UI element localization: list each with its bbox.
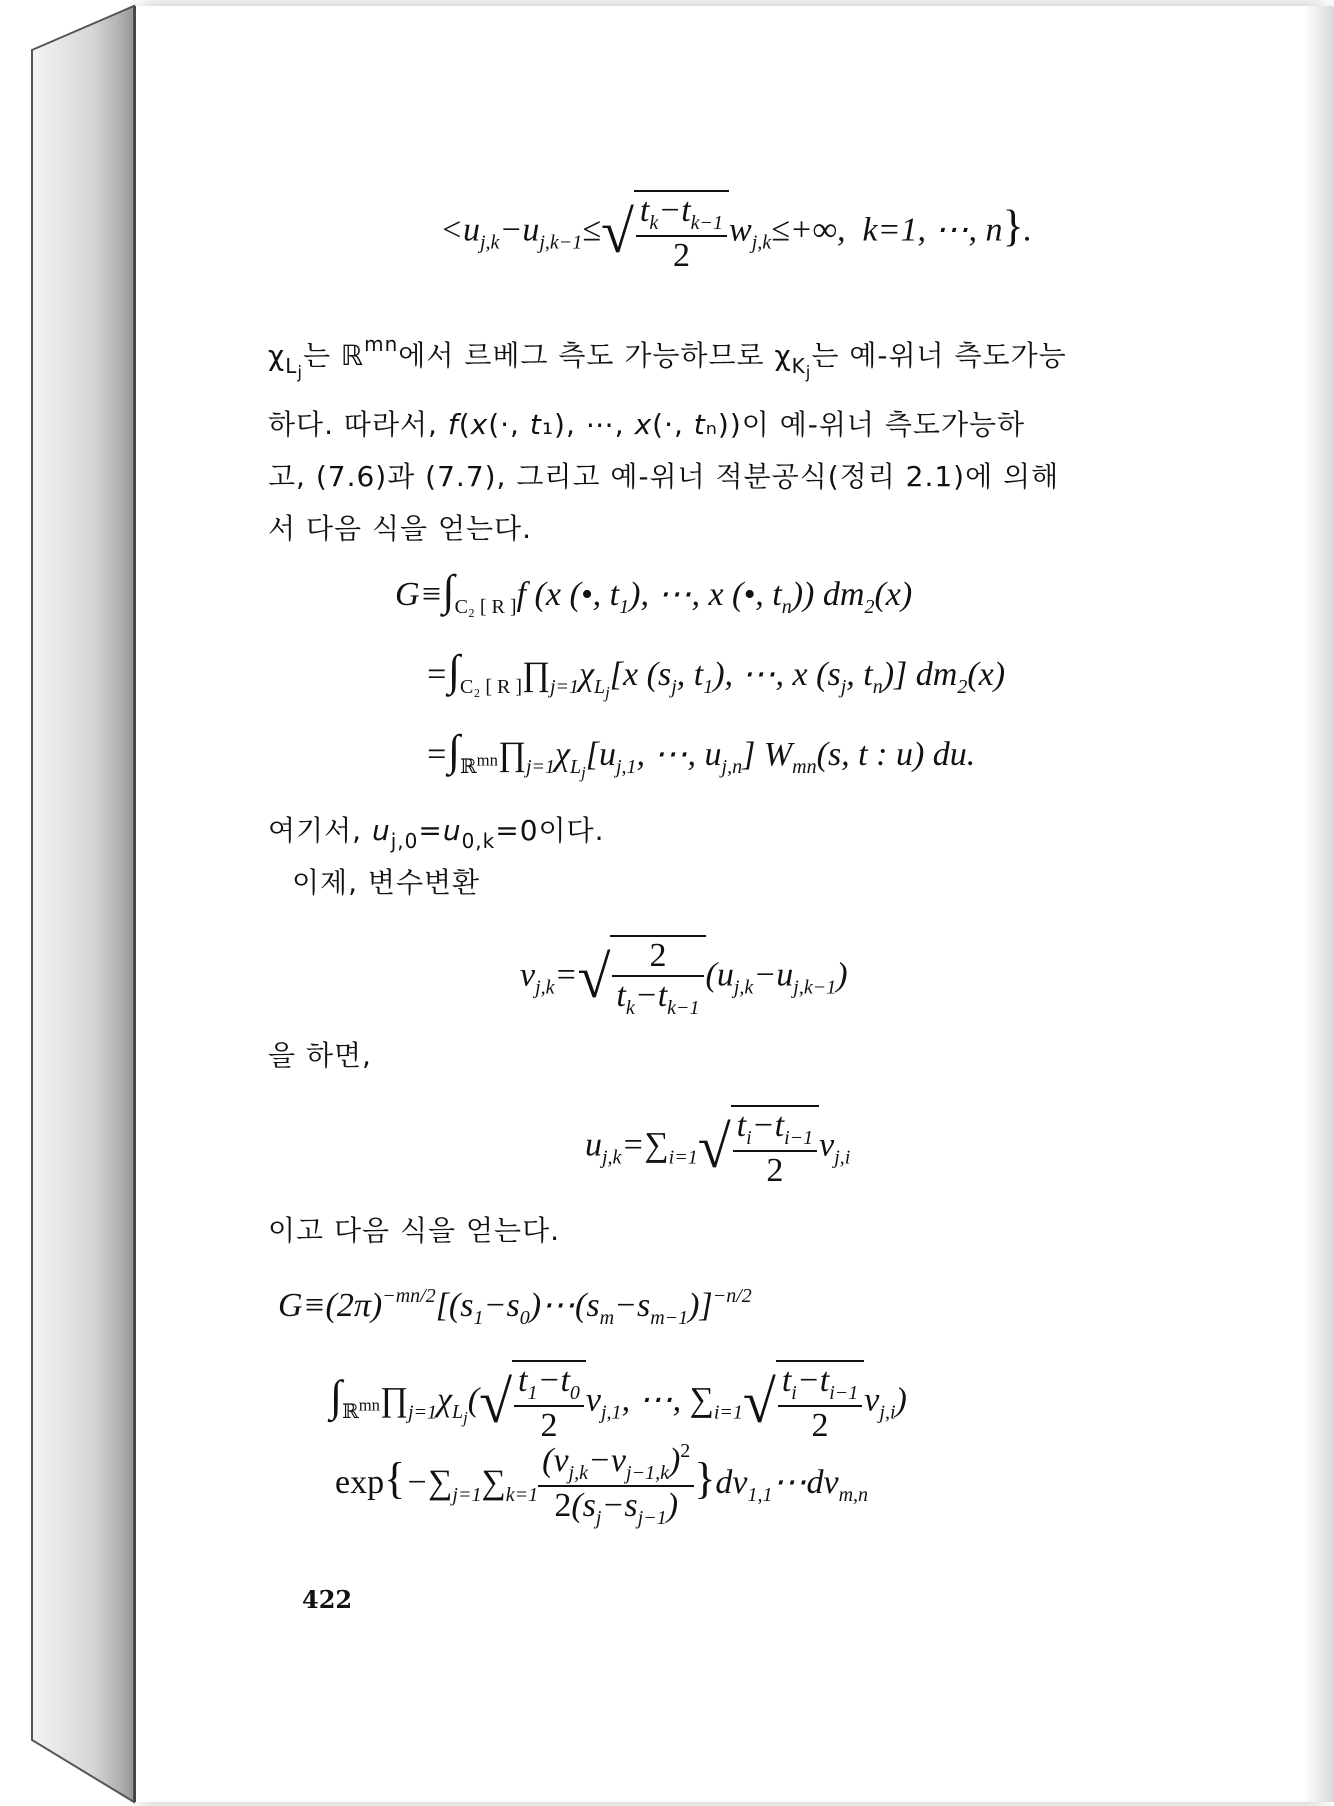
equation-g-line2: $=\int_{C_2 [ R ]}\prod_{j=1}\chi_{L_j}[x$ ($s_j$, $t_1$), ⋯, x ($s_j$, $t_n$)] $dm_2(x)$: [425, 646, 1006, 702]
then-line: 을 하면,: [268, 1039, 372, 1072]
page-number: 422: [302, 1585, 353, 1614]
get-line: 이고 다음 식을 얻는다.: [268, 1214, 561, 1247]
equation-u: $u_{j,k}=\sum_{i=1}√$ $\frac{t_i-t_{i-1}}{2}$ $v_{j,i}$: [585, 1107, 851, 1189]
equation-final-line1: $G\equiv(2\pi)^{-mn/2}[(s_1-s_0)\cdots(s_m-s_{m-1})]^{-n/2}$: [278, 1285, 752, 1329]
paragraph-line: 고, (7.6)과 (7.7), 그리고 예-위너 적분공식(정리 2.1)에 의해: [268, 460, 1060, 493]
equation-final-line2: $\int_{ℝ^{mn}}\prod_{j=1}\chi_{L_j}(√$ $\frac{t_1-t_0}{2}$ $v_{j,1}$, ⋯, $\sum_{i=1}√$ $\frac{t_i-t_{i-1}}{2}$ $v_{j,i}$): [330, 1362, 907, 1444]
paragraph-line: 하다. 따라서, f(x(·, t₁), ⋯, x(·, tₙ))이 예-위너 측도가능하: [268, 408, 1026, 441]
paragraph-line: $\chi_{L_j}$는 ℝ$^{mn}$에서 르베그 측도 가능하므로 $\chi_{K_j}$는 예-위너 측도가능: [268, 332, 1067, 382]
paragraph-line: 서 다음 식을 얻는다.: [268, 512, 532, 545]
equation-g-line3: $=\int_{ℝ^{mn}}\prod_{j=1}\chi_{L_j}[u_{j,1}$, ⋯, $u_{j,n}$] $W_{mn}(s$, t : u) du.: [425, 726, 976, 782]
book-side-shading: [0, 0, 140, 1806]
where-line: 여기서, $u_{j,0}=u_{0,k}=0$이다.: [268, 814, 605, 853]
paragraph-intro: [268, 318, 1188, 555]
now-line: 이제, 변수변환: [292, 866, 481, 899]
equation-final-line3: $\exp\{-\sum_{j=1}\sum_{k=1}$ $\frac{(v_{j,k}-v_{j-1,k})^2}{2(s_j-s_{j-1})}$ }$dv_{1,1}\cdots dv_{m,n}$: [335, 1440, 869, 1529]
page-edge-shading: [1304, 6, 1334, 1802]
equation-top: $<u_{j,k}-u_{j,k-1}\le√$ $\frac{t_k-t_{k-1}}{2}$ $w_{j,k}\le+\infty$, k=1, ⋯, n}.: [440, 192, 1033, 274]
equation-g-line1: $G\equiv\int_{C_2 [ R ]}f$ (x (•, $t_1$), ⋯, x (•, $t_n$)) $dm_2(x)$: [395, 566, 913, 618]
equation-v: $v_{j,k}=√$ $\frac{2}{t_k-t_{k-1}}$ $(u_{j,k}-u_{j,k-1})$: [520, 937, 848, 1019]
